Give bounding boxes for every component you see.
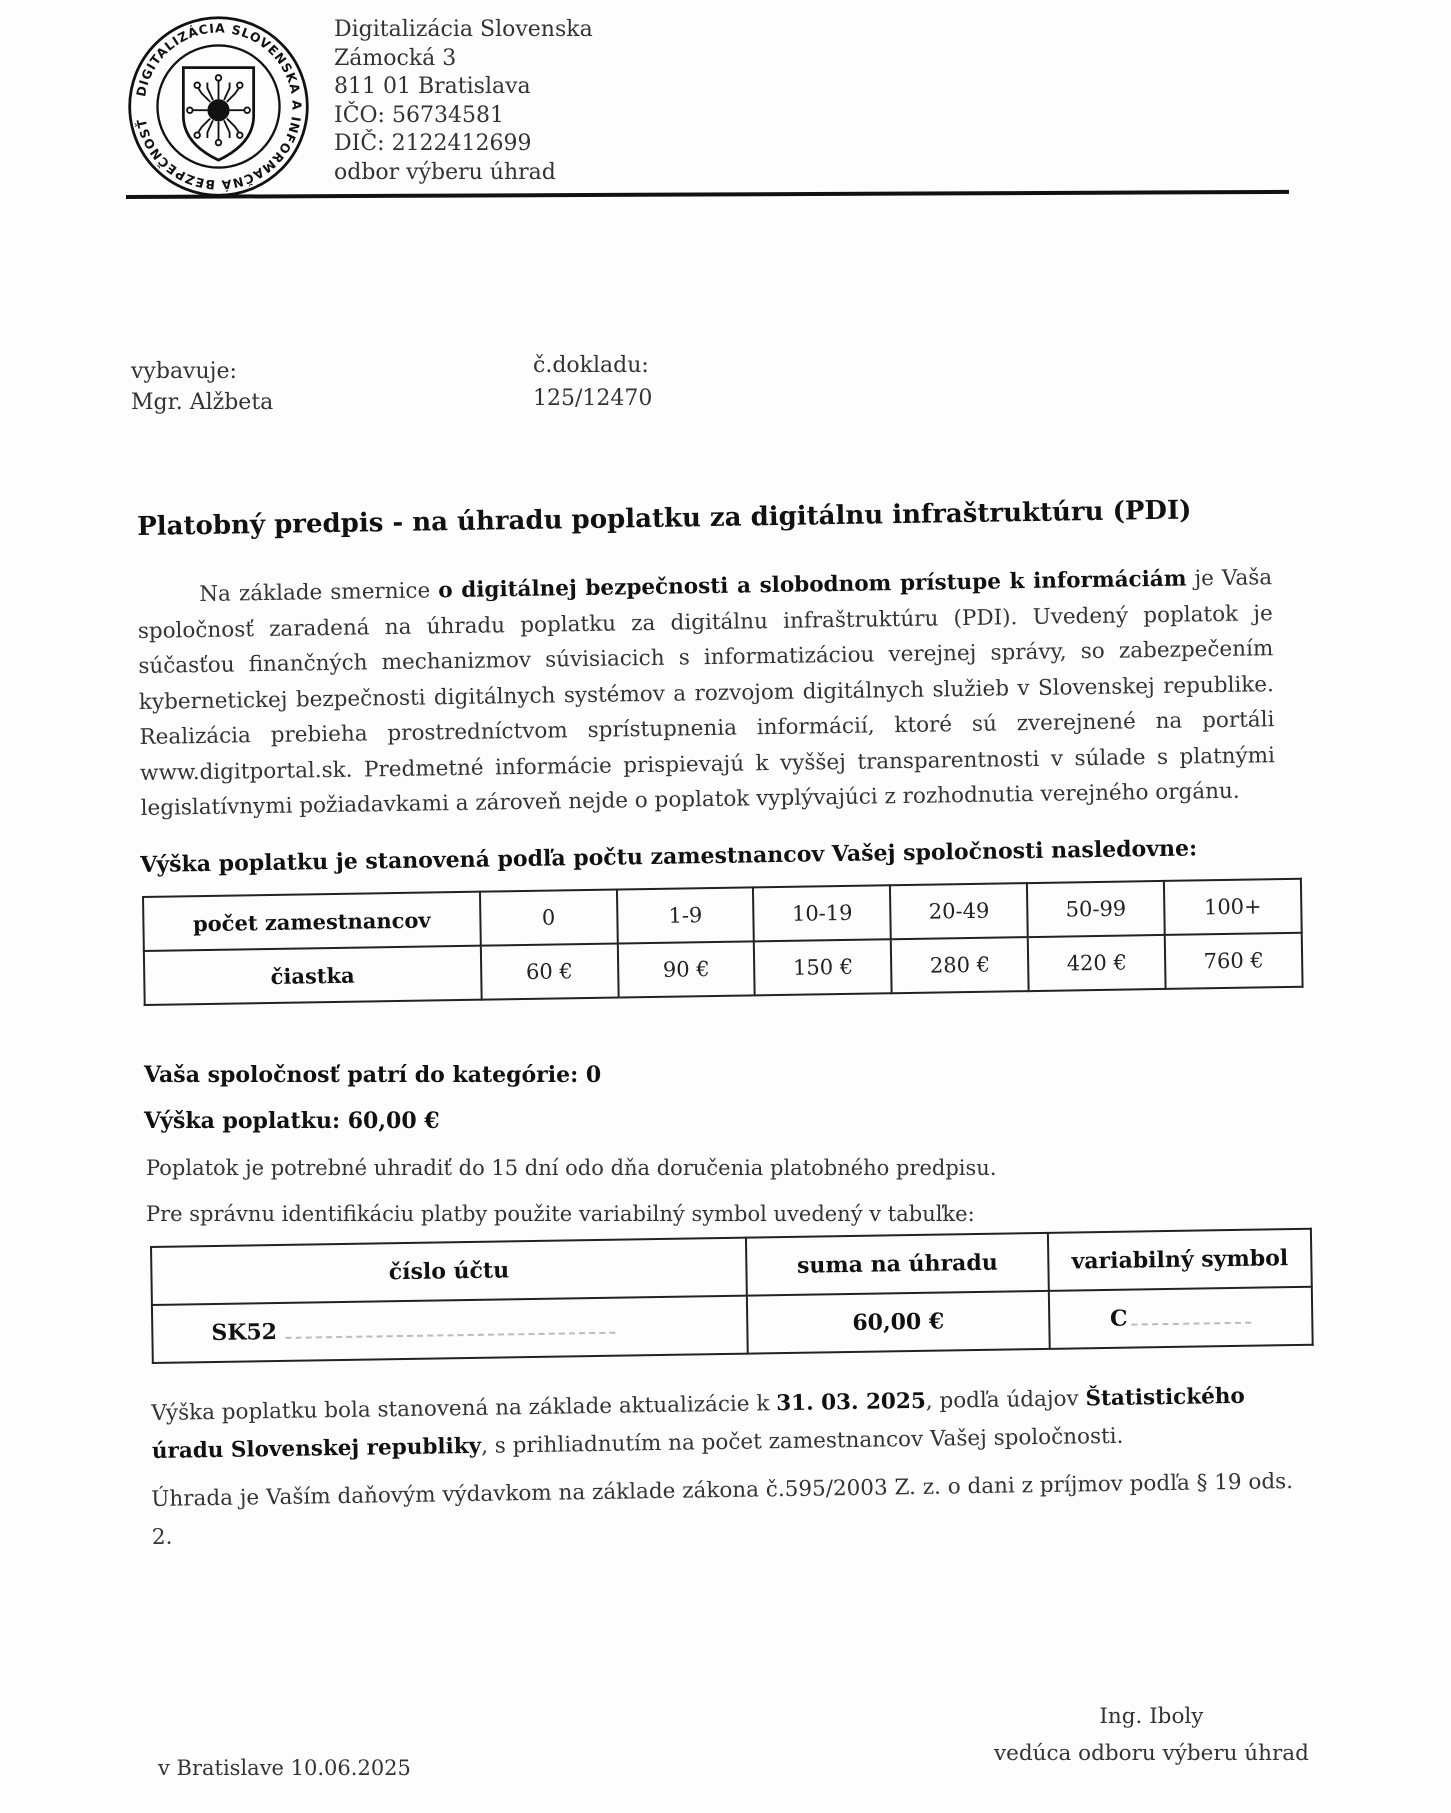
redacted-area xyxy=(285,1322,615,1339)
amount-cell: 60,00 € xyxy=(747,1291,1050,1354)
fee-table-cell: 420 € xyxy=(1028,935,1166,991)
org-ico: IČO: 56734581 xyxy=(334,102,504,128)
document-number: 125/12470 xyxy=(533,386,653,411)
fee-table-cell: 1-9 xyxy=(617,887,755,943)
payment-instructions xyxy=(146,1145,997,1237)
handler-label: vybavuje: xyxy=(131,359,237,384)
fee-table-cell: 50-99 xyxy=(1027,881,1165,937)
identification-text: Pre správnu identifikáciu platby použite variabilný symbol uvedený v tabuľke: xyxy=(146,1202,975,1226)
fee-amount-line: Výška poplatku: 60,00 € xyxy=(144,1108,440,1134)
update-note-text: , podľa údajov xyxy=(925,1386,1086,1414)
document-number-label: č.dokladu: xyxy=(533,353,649,378)
handler-name: Mgr. Alžbeta xyxy=(131,390,274,415)
document-number-block xyxy=(533,349,652,415)
signature-block xyxy=(994,1698,1309,1772)
fee-table-cell: 100+ xyxy=(1164,879,1302,935)
handler-block xyxy=(131,356,273,418)
fee-table xyxy=(142,878,1304,1006)
signatory-role: vedúca odboru výberu úhrad xyxy=(994,1741,1309,1766)
update-note-text: Výška poplatku bola stanovená na základe aktualizácie k xyxy=(151,1391,777,1426)
amount-header: suma na úhradu xyxy=(746,1233,1049,1296)
redacted-area xyxy=(1131,1312,1251,1326)
fee-table-cell: 0 xyxy=(480,890,618,946)
org-name: Digitalizácia Slovenska xyxy=(334,17,593,42)
update-note-text: , s prihliadnutím na počet zamestnancov Vašej spoločnosti. xyxy=(480,1423,1124,1459)
body-text-rest: je Vaša spoločnosť zaradená na úhradu poplatku za digitálnu infraštruktúru (PDI). Uvedený poplatok je súčasťou finančných mechanizmov súvisiacich s informatizáciou verejnej správy, so zabezpečením kybernetickej bezpečnosti digitálnych systémov a rozvojom digitálnych služieb v Slovenskej republike. Realizácia prebieha prostredníctvom sprístupnenia informácií, ktoré sú zverejnené na portáli www.digitportal.sk. Predmetné informácie prispievajú k vyššej transparentnosti v súlade s platnými legislatívnymi požiadavkami a zároveň nejde o poplatok vyplývajúci z rozhodnutia verejného orgánu. xyxy=(137,565,1276,821)
svg-text:DIGITALIZÁCIA SLOVENSKA A INFO: DIGITALIZÁCIA SLOVENSKA A INFORMAČNÁ BEZPEČNOSŤ xyxy=(133,20,305,193)
fee-table-cell: 280 € xyxy=(891,937,1029,993)
fee-table-cell: 10-19 xyxy=(753,885,891,941)
update-note xyxy=(151,1377,1292,1471)
statistics-office: Štatistického úradu Slovenskej republiky xyxy=(151,1383,1246,1464)
fee-heading: Výška poplatku je stanovená podľa počtu zamestnancov Vašej spoločnosti nasledovne: xyxy=(140,835,1198,878)
body-text-directive: o digitálnej bezpečnosti a slobodnom prístupe k informáciám xyxy=(438,566,1187,604)
fee-table-cell: 90 € xyxy=(617,941,755,997)
fee-table-cell: 20-49 xyxy=(890,883,1028,939)
document-title: Platobný predpis - na úhradu poplatku za digitálnu infraštruktúru (PDI) xyxy=(137,495,1192,542)
official-seal-icon xyxy=(126,14,311,199)
fee-table-row-label: čiastka xyxy=(144,946,482,1005)
fee-table-cell: 760 € xyxy=(1165,933,1303,989)
variable-symbol: C xyxy=(1109,1305,1128,1332)
tax-note: Úhrada je Vaším daňovým výdavkom na základe zákona č.595/2003 Z. z. o dani z príjmov podľa § 19 ods. 2. xyxy=(151,1469,1294,1550)
org-city: 811 01 Bratislava xyxy=(334,74,531,99)
symbol-cell xyxy=(1049,1287,1313,1349)
deadline-text: Poplatok je potrebné uhradiť do 15 dní odo dňa doručenia platobného predpisu. xyxy=(146,1156,997,1180)
account-number: SK52 xyxy=(211,1319,278,1347)
organization-address xyxy=(334,16,593,187)
fee-table-cell: 60 € xyxy=(481,944,619,1000)
signatory-name: Ing. Iboly xyxy=(1099,1704,1204,1729)
fee-table-cell: 150 € xyxy=(754,939,892,995)
account-cell xyxy=(152,1296,748,1363)
fee-table-row-label: počet zamestnancov xyxy=(143,892,481,951)
place-date: v Bratislave 10.06.2025 xyxy=(158,1756,411,1780)
org-department: odbor výberu úhrad xyxy=(334,159,556,185)
account-header: číslo účtu xyxy=(151,1238,747,1305)
category-block xyxy=(144,1052,601,1144)
category-line: Vaša spoločnosť patrí do kategórie: 0 xyxy=(144,1062,602,1088)
update-date: 31. 03. 2025 xyxy=(776,1388,927,1417)
org-street: Zámocká 3 xyxy=(334,45,457,71)
symbol-header: variabilný symbol xyxy=(1048,1229,1312,1291)
org-dic: DIČ: 2122412699 xyxy=(334,131,532,156)
payment-table xyxy=(150,1228,1314,1364)
body-paragraph xyxy=(137,560,1276,826)
body-text-start: Na základe smernice xyxy=(199,578,439,608)
